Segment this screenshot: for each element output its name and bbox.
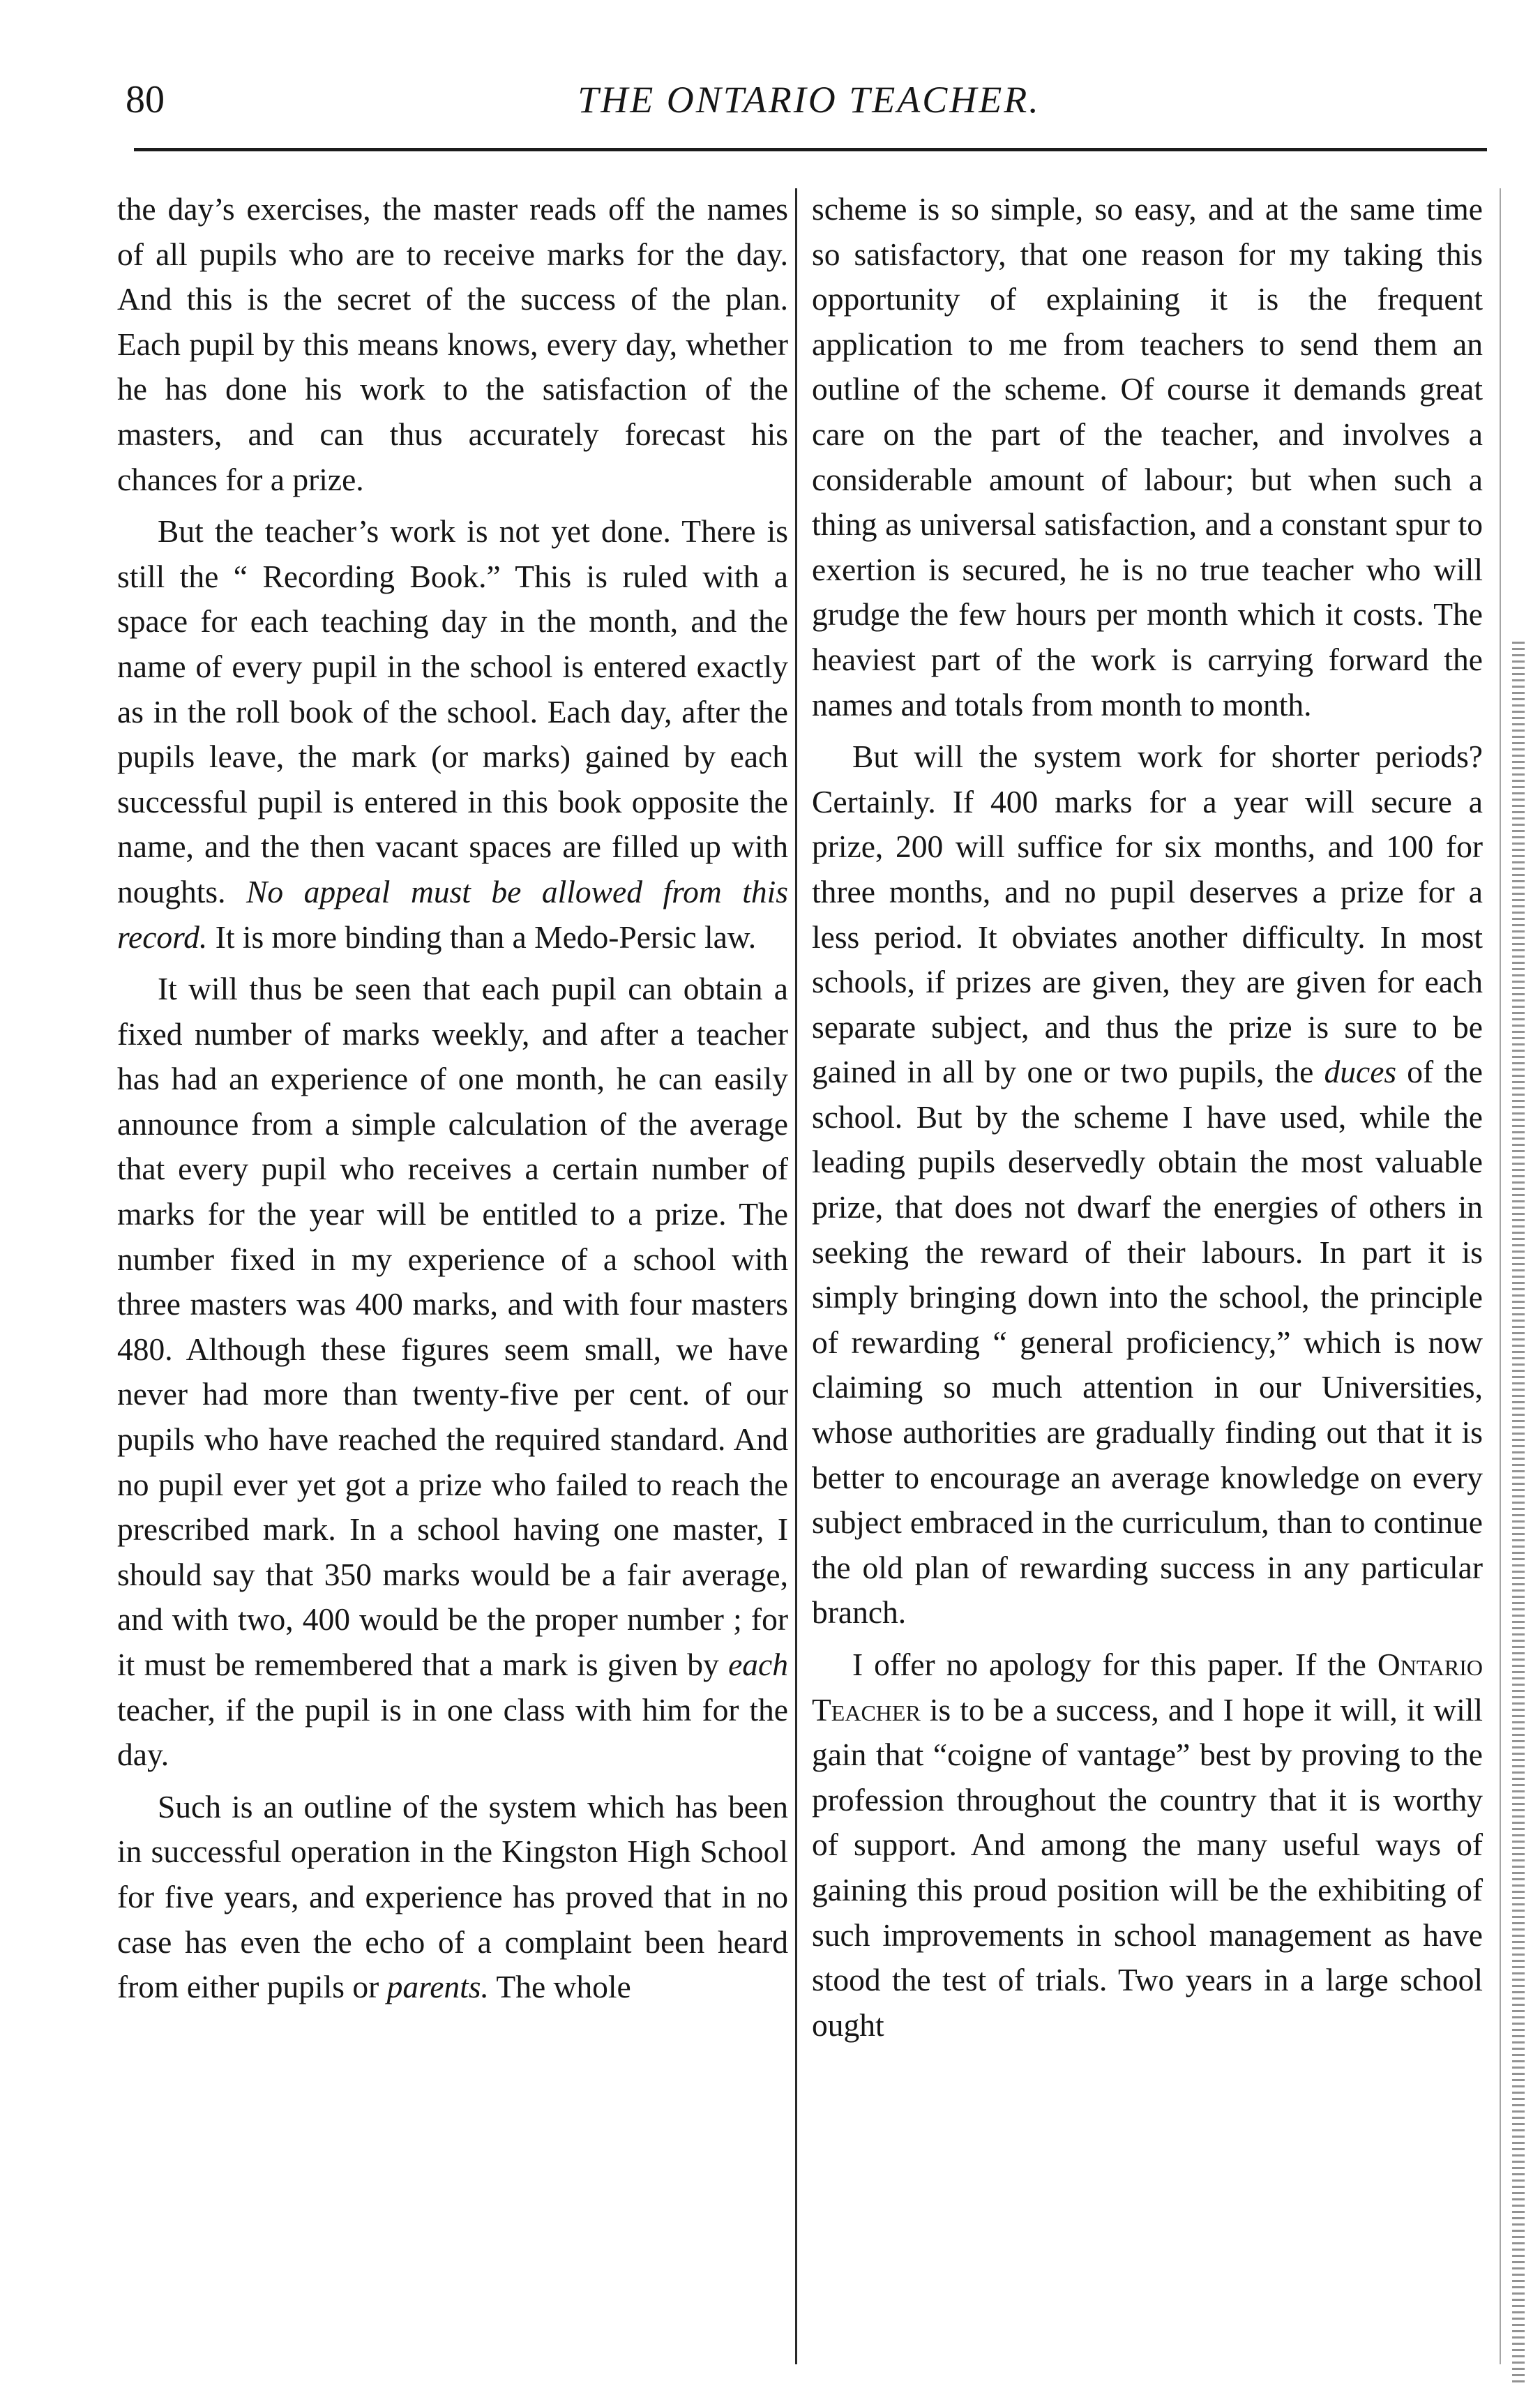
paragraph-text: scheme is so simple, so easy, and at the same time so satisfactory, that one reason for my taking this opportunity of explaining it is the frequent application to me from teachers to send them an outline of the scheme. Of course it demands great care on the part of the teacher, and involves a considerable amount of labour; but when such a thing as universal satisfaction, and a constant spur to exertion is secured, he is no true teacher who will grudge the few hours per month which it costs. The heaviest part of the work is carrying forward the names and totals from month to month.: [812, 191, 1483, 723]
page-number: 80: [126, 78, 165, 121]
italic-text: duces: [1324, 1054, 1397, 1090]
paragraph-text: I offer no apology for this paper. If the: [852, 1647, 1377, 1682]
paragraph: [812, 1642, 1483, 2048]
paragraph: [117, 187, 788, 502]
paragraph-text: is to be a success, and I hope it will, it will gain that “coigne of vantage” best by proving to the profession throughout the country that it is worthy of support. And among the many useful ways of gaining this proud position will be the exhibiting of such improvements in school management as have stood the test of trials. Two years in a large school ought: [812, 1691, 1483, 2043]
paragraph-text: the day’s exercises, the master reads off the names of all pupils who are to receive marks for the day. And this is the secret of the success of the plan. Each pupil by this means knows, every day, whether he has done his work to the satisfaction of the masters, and can thus accurately forecast his chances for a prize.: [117, 191, 788, 497]
paragraph-text: teacher, if the pupil is in one class with him for the day.: [117, 1691, 788, 1773]
paragraph: [117, 509, 788, 960]
paragraph: [812, 734, 1483, 1635]
paragraph: [117, 967, 788, 1778]
page-edge-binding: [1512, 642, 1525, 2385]
page-edge-line: [1500, 188, 1501, 2364]
paragraph-text: But will the system work for shorter periods? Certainly. If 400 marks for a year will secure a prize, 200 will suffice for six months, and 100 for three months, and no pupil deserves a prize for a less period. It obviates another difficulty. In most schools, if prizes are given, they are given for each separate subject, and thus the prize is sure to be gained in all by one or two pupils, the: [812, 739, 1483, 1090]
italic-text: parents.: [386, 1969, 489, 2005]
paragraph-text: Such is an outline of the system which has been in successful operation in the Kingston High School for five years, and experience has proved that in no case has even the echo of a complaint been heard from either pupils or: [117, 1788, 788, 2005]
paragraph-text: of the school. But by the scheme I have used, while the leading pupils deservedly obtain the most valuable prize, that does not dwarf the energies of others in seeking the reward of their labours. In part it is simply bringing down into the school, the principle of rewarding “ general proficiency,” which is now claiming so much attention in our Universities, whose authorities are gradually finding out that it is better to encourage an average knowledge on every subject embraced in the curriculum, than to continue the old plan of rewarding success in any particular branch.: [812, 1054, 1483, 1631]
running-title: THE ONTARIO TEACHER.: [578, 79, 1041, 121]
header-rule: [134, 148, 1487, 151]
paragraph-text: It is more binding than a Medo-Persic law.: [207, 919, 757, 955]
paragraph-text: The whole: [488, 1969, 631, 2005]
paragraph: [812, 187, 1483, 727]
paragraph-text: It will thus be seen that each pupil can obtain a fixed number of marks weekly, and after a teacher has had an experience of one month, he can easily announce from a simple calculation of the average that every pupil who receives a certain number of marks for the year will be entitled to a prize. The number fixed in my experience of a school with three masters was 400 marks, and with four masters 480. Although these figures seem small, we have never had more than twenty-five per cent. of our pupils who have reached the required standard. And no pupil ever yet got a prize who failed to reach the prescribed mark. In a school having one master, I should say that 350 marks would be a fair average, and with two, 400 would be the proper number ; for it must be remembered that a mark is given by: [117, 971, 788, 1682]
page-header: [126, 75, 1493, 138]
right-column: [812, 187, 1483, 2048]
column-rule: [795, 188, 797, 2364]
italic-text: each: [728, 1647, 788, 1682]
paragraph-text: But the teacher’s work is not yet done. There is still the “ Recording Book.” This is ruled with a space for each teaching day in the month, and the name of every pupil in the school is entered exactly as in the roll book of the school. Each day, after the pupils leave, the mark (or marks) gained by each successful pupil is entered in this book opposite the name, and the then vacant spaces are filled up with noughts.: [117, 513, 788, 909]
left-column: [117, 187, 788, 2010]
italic-text: No appeal must be allowed from this record.: [117, 873, 789, 955]
paragraph: [117, 1785, 788, 2010]
smallcaps-text: Ontario Teacher: [812, 1647, 1483, 1728]
